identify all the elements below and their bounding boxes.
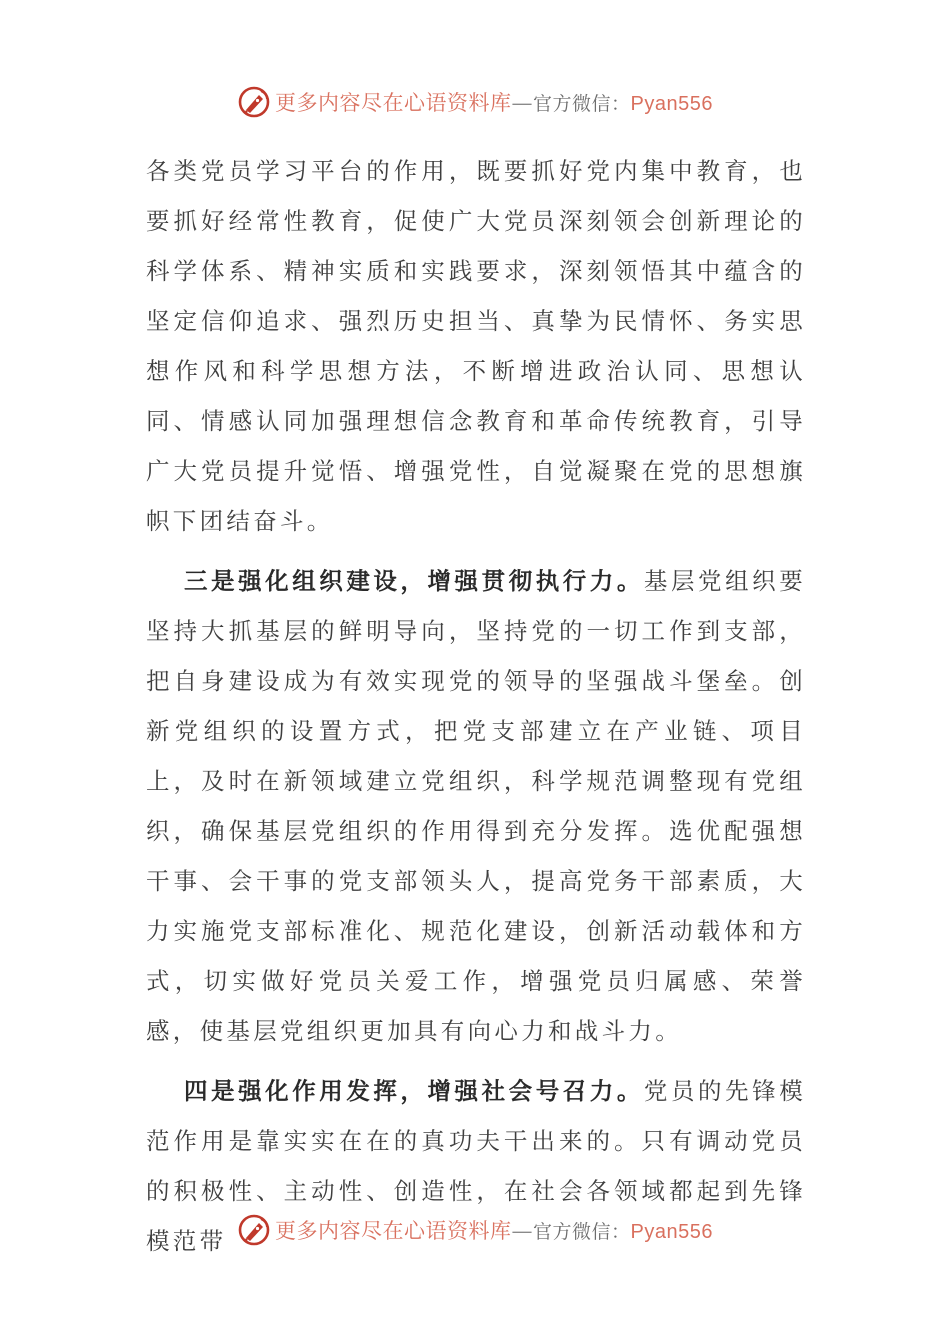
banner-text: [275, 87, 713, 117]
pen-nib-circle-icon: [237, 1213, 271, 1247]
banner-text: [275, 1215, 713, 1245]
header-banner: [0, 82, 950, 122]
banner-wechat-id: Pyan556: [630, 93, 713, 115]
paragraph-lead-heading: 四是强化作用发挥，增强社会号召力。: [184, 1077, 644, 1105]
banner-brand: 更多内容尽在心语资料库: [275, 91, 512, 115]
banner-wechat-label: 官方微信：: [533, 93, 631, 115]
paragraph-text: 党员的先锋模范作用是靠实实在在的真功夫干出来的。只有调动党员的积极性、主动性、创造性，在社会各领域都起到先锋模范带: [146, 1077, 806, 1255]
paragraph-lead-heading: 三是强化组织建设，增强贯彻执行力。: [184, 567, 644, 595]
banner-wechat-label: 官方微信：: [533, 1221, 631, 1243]
footer-banner: [0, 1210, 950, 1250]
banner-wechat-id: Pyan556: [630, 1221, 713, 1243]
paragraph-text: 基层党组织要坚持大抓基层的鲜明导向，坚持党的一切工作到支部，把自身建设成为有效实现党的领导的坚强战斗堡垒。创新党组织的设置方式，把党支部建立在产业链、项目上，及时在新领域建立党组织，科学规范调整现有党组织，确保基层党组织的作用得到充分发挥。选优配强想干事、会干事的党支部领头人，提高党务干部素质，大力实施党支部标准化、规范化建设，创新活动载体和方式，切实做好党员关爱工作，增强党员归属感、荣誉感，使基层党组织更加具有向心力和战斗力。: [146, 567, 806, 1045]
pen-nib-circle-icon: [237, 85, 271, 119]
banner-separator: —: [511, 1219, 533, 1243]
banner-brand: 更多内容尽在心语资料库: [275, 1219, 512, 1243]
paragraph-text: 各类党员学习平台的作用，既要抓好党内集中教育，也要抓好经常性教育，促使广大党员深刻领会创新理论的科学体系、精神实质和实践要求，深刻领悟其中蕴含的坚定信仰追求、强烈历史担当、真挚为民情怀、务实思想作风和科学思想方法，不断增进政治认同、思想认同、情感认同加强理想信念教育和革命传统教育，引导广大党员提升觉悟、增强党性，自觉凝聚在党的思想旗帜下团结奋斗。: [146, 157, 806, 535]
banner-separator: —: [511, 91, 533, 115]
paragraph-organization-building: [146, 556, 806, 1056]
paragraph-continuation: [146, 146, 806, 546]
document-body: [146, 146, 806, 1266]
